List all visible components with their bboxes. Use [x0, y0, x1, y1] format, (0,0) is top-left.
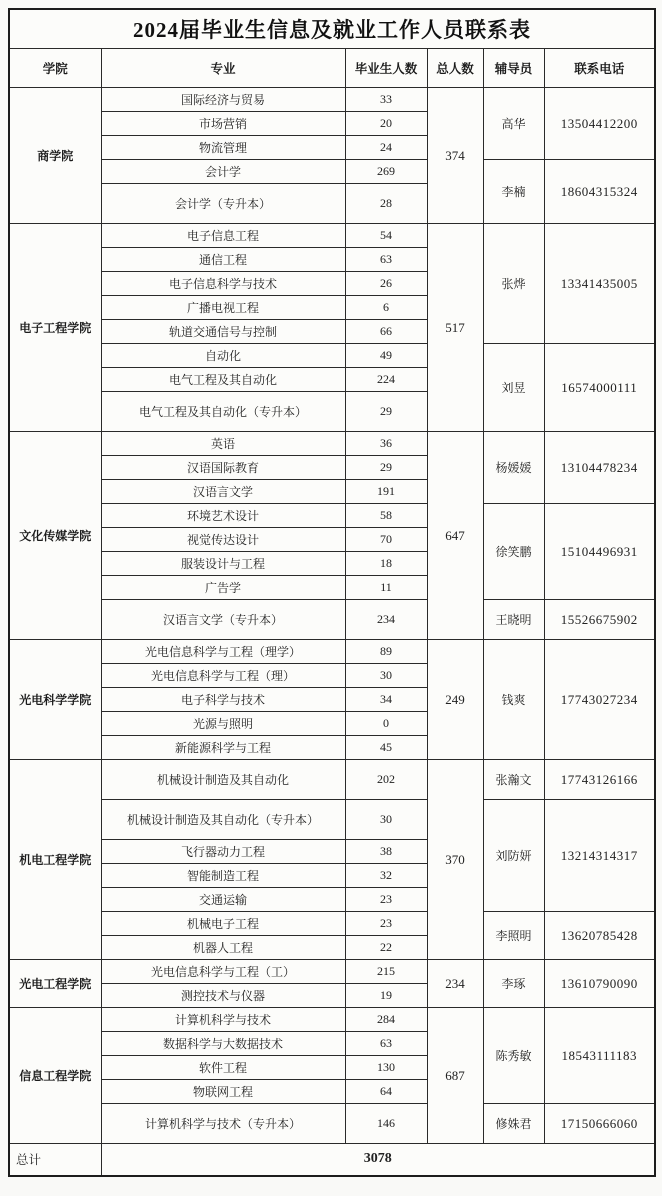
- major-name: 光电信息科学与工程（理）: [101, 664, 345, 688]
- graduate-count: 66: [345, 320, 427, 344]
- grand-total-value: 3078: [101, 1144, 655, 1176]
- major-name: 电子科学与技术: [101, 688, 345, 712]
- major-name: 通信工程: [101, 248, 345, 272]
- counselor-name: 李楠: [483, 160, 544, 224]
- graduate-count: 20: [345, 112, 427, 136]
- college-total: 374: [427, 88, 483, 224]
- major-name: 机械设计制造及其自动化: [101, 760, 345, 800]
- college-total: 687: [427, 1008, 483, 1144]
- column-header-1: 专业: [101, 49, 345, 88]
- major-name: 光源与照明: [101, 712, 345, 736]
- major-row: [9, 432, 655, 456]
- column-header-4: 辅导员: [483, 49, 544, 88]
- counselor-name: 徐笑鹏: [483, 504, 544, 600]
- graduate-count: 70: [345, 528, 427, 552]
- counselor-phone: 13104478234: [544, 432, 655, 504]
- major-row: [9, 88, 655, 112]
- major-name: 轨道交通信号与控制: [101, 320, 345, 344]
- counselor-phone: 18543111183: [544, 1008, 655, 1104]
- major-row: [9, 600, 655, 640]
- graduate-count: 54: [345, 224, 427, 248]
- counselor-name: 刘昱: [483, 344, 544, 432]
- major-name: 数据科学与大数据技术: [101, 1032, 345, 1056]
- major-name: 市场营销: [101, 112, 345, 136]
- graduate-count: 215: [345, 960, 427, 984]
- counselor-name: 修姝君: [483, 1104, 544, 1144]
- counselor-phone: 13620785428: [544, 912, 655, 960]
- counselor-phone: 13504412200: [544, 88, 655, 160]
- counselor-phone: 13341435005: [544, 224, 655, 344]
- graduate-count: 58: [345, 504, 427, 528]
- major-row: [9, 224, 655, 248]
- counselor-name: 李琢: [483, 960, 544, 1008]
- counselor-name: 张瀚文: [483, 760, 544, 800]
- graduate-count: 63: [345, 248, 427, 272]
- major-name: 光电信息科学与工程（理学）: [101, 640, 345, 664]
- counselor-name: 张烨: [483, 224, 544, 344]
- major-name: 会计学: [101, 160, 345, 184]
- major-row: [9, 800, 655, 840]
- graduate-count: 6: [345, 296, 427, 320]
- graduate-count: 19: [345, 984, 427, 1008]
- college-name: 机电工程学院: [9, 760, 101, 960]
- major-row: [9, 760, 655, 800]
- major-name: 智能制造工程: [101, 864, 345, 888]
- major-name: 电子信息工程: [101, 224, 345, 248]
- graduate-count: 33: [345, 88, 427, 112]
- major-name: 汉语言文学: [101, 480, 345, 504]
- graduate-count: 29: [345, 392, 427, 432]
- graduate-count: 23: [345, 912, 427, 936]
- column-header-3: 总人数: [427, 49, 483, 88]
- major-name: 计算机科学与技术: [101, 1008, 345, 1032]
- graduate-count: 11: [345, 576, 427, 600]
- graduate-count: 30: [345, 800, 427, 840]
- graduate-count: 146: [345, 1104, 427, 1144]
- column-header-0: 学院: [9, 49, 101, 88]
- counselor-phone: 16574000111: [544, 344, 655, 432]
- college-name: 信息工程学院: [9, 1008, 101, 1144]
- major-name: 视觉传达设计: [101, 528, 345, 552]
- counselor-phone: 18604315324: [544, 160, 655, 224]
- graduate-count: 234: [345, 600, 427, 640]
- graduate-count: 32: [345, 864, 427, 888]
- graduate-count: 130: [345, 1056, 427, 1080]
- major-name: 测控技术与仪器: [101, 984, 345, 1008]
- major-name: 电气工程及其自动化: [101, 368, 345, 392]
- counselor-name: 王晓明: [483, 600, 544, 640]
- college-name: 文化传媒学院: [9, 432, 101, 640]
- major-name: 计算机科学与技术（专升本）: [101, 1104, 345, 1144]
- grand-total-row: [9, 1144, 655, 1176]
- counselor-name: 刘防妍: [483, 800, 544, 912]
- major-name: 软件工程: [101, 1056, 345, 1080]
- graduate-count: 18: [345, 552, 427, 576]
- graduate-count: 191: [345, 480, 427, 504]
- counselor-phone: 13214314317: [544, 800, 655, 912]
- graduate-count: 49: [345, 344, 427, 368]
- major-row: [9, 1104, 655, 1144]
- graduate-count: 26: [345, 272, 427, 296]
- graduate-count: 89: [345, 640, 427, 664]
- counselor-name: 陈秀敏: [483, 1008, 544, 1104]
- major-row: [9, 912, 655, 936]
- major-name: 汉语国际教育: [101, 456, 345, 480]
- counselor-name: 钱爽: [483, 640, 544, 760]
- title-row: [9, 9, 655, 49]
- counselor-phone: 13610790090: [544, 960, 655, 1008]
- major-row: [9, 344, 655, 368]
- major-name: 自动化: [101, 344, 345, 368]
- major-row: [9, 960, 655, 984]
- college-name: 电子工程学院: [9, 224, 101, 432]
- graduate-count: 269: [345, 160, 427, 184]
- major-name: 物联网工程: [101, 1080, 345, 1104]
- column-header-5: 联系电话: [544, 49, 655, 88]
- major-name: 机械设计制造及其自动化（专升本）: [101, 800, 345, 840]
- major-name: 服装设计与工程: [101, 552, 345, 576]
- major-name: 飞行器动力工程: [101, 840, 345, 864]
- major-name: 环境艺术设计: [101, 504, 345, 528]
- graduate-count: 63: [345, 1032, 427, 1056]
- major-name: 新能源科学与工程: [101, 736, 345, 760]
- major-row: [9, 640, 655, 664]
- graduate-count: 36: [345, 432, 427, 456]
- major-name: 广告学: [101, 576, 345, 600]
- graduate-count: 29: [345, 456, 427, 480]
- graduate-count: 22: [345, 936, 427, 960]
- college-total: 234: [427, 960, 483, 1008]
- college-total: 647: [427, 432, 483, 640]
- graduate-contact-table: [8, 8, 656, 1177]
- college-name: 商学院: [9, 88, 101, 224]
- graduate-count: 0: [345, 712, 427, 736]
- major-name: 物流管理: [101, 136, 345, 160]
- counselor-phone: 15526675902: [544, 600, 655, 640]
- major-row: [9, 504, 655, 528]
- college-total: 517: [427, 224, 483, 432]
- graduate-count: 38: [345, 840, 427, 864]
- graduate-count: 284: [345, 1008, 427, 1032]
- major-name: 国际经济与贸易: [101, 88, 345, 112]
- graduate-count: 30: [345, 664, 427, 688]
- graduate-count: 64: [345, 1080, 427, 1104]
- college-total: 370: [427, 760, 483, 960]
- counselor-name: 高华: [483, 88, 544, 160]
- column-header-2: 毕业生人数: [345, 49, 427, 88]
- counselor-phone: 15104496931: [544, 504, 655, 600]
- major-name: 英语: [101, 432, 345, 456]
- major-name: 交通运输: [101, 888, 345, 912]
- counselor-name: 李照明: [483, 912, 544, 960]
- major-name: 电气工程及其自动化（专升本）: [101, 392, 345, 432]
- counselor-phone: 17743027234: [544, 640, 655, 760]
- college-name: 光电科学学院: [9, 640, 101, 760]
- graduate-count: 224: [345, 368, 427, 392]
- graduate-count: 45: [345, 736, 427, 760]
- column-header-row: [9, 49, 655, 88]
- graduate-count: 202: [345, 760, 427, 800]
- major-name: 电子信息科学与技术: [101, 272, 345, 296]
- major-name: 会计学（专升本）: [101, 184, 345, 224]
- college-name: 光电工程学院: [9, 960, 101, 1008]
- graduate-count: 23: [345, 888, 427, 912]
- graduate-count: 24: [345, 136, 427, 160]
- major-row: [9, 1008, 655, 1032]
- major-row: [9, 160, 655, 184]
- college-total: 249: [427, 640, 483, 760]
- counselor-name: 杨媛媛: [483, 432, 544, 504]
- graduate-count: 28: [345, 184, 427, 224]
- graduate-count: 34: [345, 688, 427, 712]
- grand-total-label: 总计: [9, 1144, 101, 1176]
- counselor-phone: 17150666060: [544, 1104, 655, 1144]
- major-name: 机械电子工程: [101, 912, 345, 936]
- major-name: 机器人工程: [101, 936, 345, 960]
- major-name: 汉语言文学（专升本）: [101, 600, 345, 640]
- page-title: 2024届毕业生信息及就业工作人员联系表: [9, 9, 655, 49]
- major-name: 广播电视工程: [101, 296, 345, 320]
- counselor-phone: 17743126166: [544, 760, 655, 800]
- major-name: 光电信息科学与工程（工）: [101, 960, 345, 984]
